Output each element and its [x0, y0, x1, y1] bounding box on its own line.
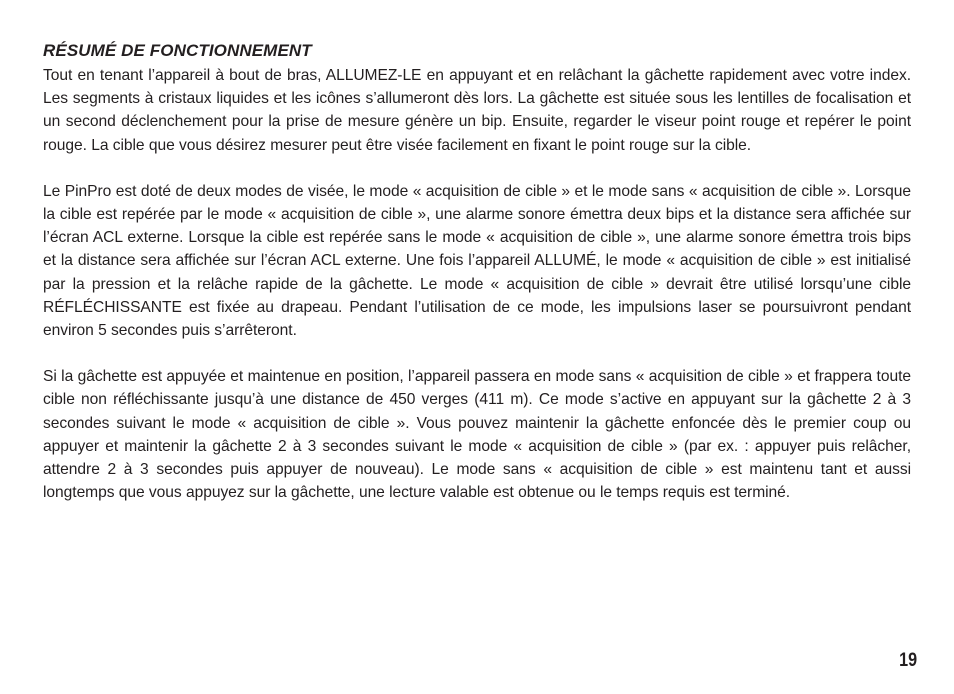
page-number: 19	[899, 650, 917, 671]
section-heading: RÉSUMÉ DE FONCTIONNEMENT	[43, 41, 312, 60]
document-page	[43, 40, 911, 527]
paragraph-operation-summary: Tout en tenant l’appareil à bout de bras, ALLUMEZ-LE en appuyant et en relâchant la gâchette rapidement avec votre index. Les segments à cristaux liquides et les icônes s’allumeront dès lors. La gâchette est située sous les lentilles de focalisation et un second déclenchement pour la prise de mesure génère un bip. Ensuite, regarder le viseur point rouge et repérer le point rouge. La cible que vous désirez mesurer peut être visée facilement en fixant le point rouge sur la cible.	[43, 67, 911, 154]
paragraph-non-acquisition-mode: Si la gâchette est appuyée et maintenue en position, l’appareil passera en mode sans « acquisition de cible » et frappera toute cible non réfléchissante jusqu’à une distance de 450 verges (411 m). Ce mode s’active en appuyant sur la gâchette 2 à 3 secondes suivant le mode « acquisition de cible ». Vous pouvez maintenir la gâchette enfoncée dès le premier coup ou appuyer et maintenir la gâchette 2 à 3 secondes suivant le mode « acquisition de cible » (par ex. : appuyer puis relâcher, attendre 2 à 3 secondes puis appuyer de nouveau). Le mode sans « acquisition de cible » est maintenu tant et aussi longtemps que vous appuyez sur la gâchette, une lecture valable est obtenue ou le temps requis est terminé.	[43, 368, 911, 502]
paragraph-targeting-modes: Le PinPro est doté de deux modes de visée, le mode « acquisition de cible » et le mode sans « acquisition de cible ». Lorsque la cible est repérée par le mode « acquisition de cible », une alarme sonore émettra deux bips et la distance sera affichée sur l’écran ACL externe. Lorsque la cible est repérée sans le mode « acquisition de cible », une alarme sonore émettra trois bips et la distance sera affichée sur l’écran ACL externe. Une fois l’appareil ALLUMÉ, le mode « acquisition de cible » est initialisé par la pression et la relâche rapide de la gâchette. Le mode « acquisition de cible » devrait être utilisé lorsqu’une cible RÉFLÉCHISSANTE est fixée au drapeau. Pendant l’utilisation de ce mode, les impulsions laser se poursuivront pendant environ 5 secondes puis s’arrêteront.	[43, 182, 911, 340]
